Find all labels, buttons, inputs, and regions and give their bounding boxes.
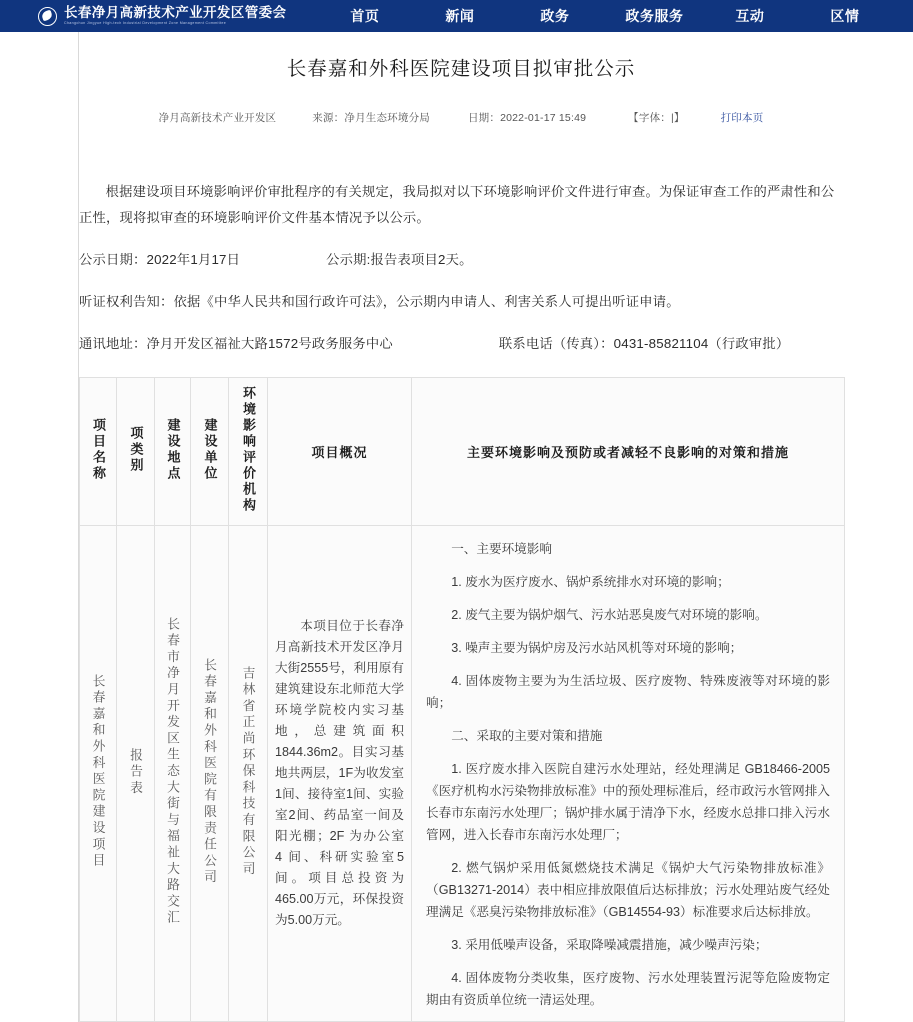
site-header xyxy=(0,0,913,32)
cell-unit-text: 长春嘉和外科医院有限责任公司 xyxy=(202,657,217,887)
measures-action-3: 3. 采用低噪声设备，采取降噪减震措施，减少噪声污染； xyxy=(451,938,768,952)
col-header-category-text: 项类别 xyxy=(128,426,144,474)
col-header-measures: 主要环境影响及预防或者减轻不良影响的对策和措施 xyxy=(412,378,845,526)
nav-item-district-profile[interactable]: 区情 xyxy=(830,8,860,24)
col-header-category xyxy=(117,378,155,526)
cell-category xyxy=(117,526,155,1022)
measures-section-2-title: 二、采取的主要对策和措施 xyxy=(451,729,603,743)
hearing-rights-notice: 听证权利告知：依据《中华人民共和国行政许可法》，公示期内申请人、利害关系人可提出听证申请。 xyxy=(79,294,680,309)
nav-item-government[interactable]: 政务 xyxy=(540,8,570,24)
contact-line xyxy=(79,331,843,357)
cell-location xyxy=(155,526,191,1022)
col-header-location-text: 建设地点 xyxy=(165,418,181,482)
measures-impact-4: 4. 固体废物主要为为生活垃圾、医疗废物、特殊废液等对环境的影响； xyxy=(426,674,830,710)
content-wrapper xyxy=(0,32,913,1022)
cell-project-name-text: 长春嘉和外科医院建设项目 xyxy=(90,674,106,870)
logo-mark-icon xyxy=(38,7,57,26)
table-header-row xyxy=(80,378,845,526)
measures-section-1-title: 一、主要环境影响 xyxy=(451,542,552,556)
contact-phone: 联系电话（传真）：0431-85821104（行政审批） xyxy=(498,336,790,351)
measures-action-4: 4. 固体废物分类收集，医疗废物、污水处理装置污泥等危险废物定期由有资质单位统一清运处理。 xyxy=(426,971,830,1007)
col-header-unit-text: 建设单位 xyxy=(202,418,218,482)
meta-source: 来源：净月生态环境分局 xyxy=(312,112,430,124)
col-header-project-name-text: 项目名称 xyxy=(91,418,106,482)
hearing-rights-line xyxy=(79,289,843,315)
col-header-unit xyxy=(191,378,229,526)
site-logo[interactable] xyxy=(38,6,286,26)
measures-impact-2: 2. 废气主要为锅炉烟气、污水站恶臭废气对环境的影响。 xyxy=(451,608,768,622)
intro-paragraph: 根据建设项目环境影响评价审批程序的有关规定，我局拟对以下环境影响评价文件进行审查。为保证审查工作的严肃性和公正性，现将拟审查的环境影响评价文件基本情况予以公示。 xyxy=(79,184,835,225)
cell-unit xyxy=(191,526,229,1022)
nav-item-home[interactable]: 首页 xyxy=(350,8,380,24)
publish-date-line xyxy=(79,247,843,273)
cell-agency-text: 吉林省正尚环保科技有限公司 xyxy=(240,666,256,878)
nav-item-interaction[interactable]: 互动 xyxy=(735,8,765,24)
meta-site: 净月高新技术产业开发区 xyxy=(158,112,277,124)
measures-action-1: 1. 医疗废水排入医院自建污水处理站，经处理满足 GB18466-2005《医疗机构水污染物排放标准》中的预处理标准后，经市政污水管网排入长春市东南污水处理厂；锅炉排水属于清净下水，经废水总排口排入污水管网，进入长春市东南污水处理厂； xyxy=(426,762,830,842)
brand-name-cn: 长春净月高新技术产业开发区管委会 xyxy=(64,5,287,20)
publish-date: 公示日期：2022年1月17日 xyxy=(79,252,241,267)
meta-date: 日期：2022-01-17 15:49 xyxy=(467,112,587,124)
brand-text xyxy=(64,6,286,26)
font-size-switcher[interactable]: 【字体：|】 xyxy=(628,112,685,124)
nav-item-government-services[interactable]: 政务服务 xyxy=(625,8,684,24)
publish-period: 公示期:报告表项目2天。 xyxy=(326,252,473,267)
public-notice-table xyxy=(79,377,845,1022)
cell-agency xyxy=(229,526,268,1022)
main-nav xyxy=(348,2,861,30)
cell-overview xyxy=(268,526,412,1022)
cell-project-name xyxy=(80,526,117,1022)
page-title: 长春嘉和外科医院建设项目拟审批公示 xyxy=(286,58,636,80)
measures-impact-3: 3. 噪声主要为锅炉房及污水站风机等对环境的影响； xyxy=(451,641,743,655)
article-meta xyxy=(79,110,843,125)
col-header-agency-text: 环境影响评价机构 xyxy=(241,386,256,514)
table-row xyxy=(80,526,845,1022)
cell-overview-text: 本项目位于长春净月高新技术开发区净月大街2555号，利用原有建筑建设东北师范大学环境学院校内实习基地，总建筑面积 1844.36m2。目实习基地共两层，1F为收发室1间、接待室1间、实验室2间、药品室一间及阳光棚；2F 为办公室 4 间、科研实验室5间。项目总投资为465.00万元，环保投资为5.00万元。 xyxy=(275,619,404,927)
measures-action-2: 2. 燃气锅炉采用低氮燃烧技术满足《锅炉大气污染物排放标准》（GB13271-2014）表中相应排放限值后达标排放；污水处理站废气经处理满足《恶臭污染物排放标准》（GB14554-93）标准要求后达标排放。 xyxy=(426,861,830,919)
contact-address: 通讯地址：净月开发区福祉大路1572号政务服务中心 xyxy=(79,336,393,351)
col-header-location xyxy=(155,378,191,526)
cell-category-text: 报告表 xyxy=(128,747,143,797)
article-body xyxy=(79,179,843,1022)
col-header-overview: 项目概况 xyxy=(268,378,412,526)
brand-name-en: Changchun Jingyue High-tech Industrial Development Zone Management Committee xyxy=(64,20,227,26)
cell-location-text: 长春市净月开发区生态大街与福祉大路交汇 xyxy=(165,617,180,927)
print-page-link[interactable]: 打印本页 xyxy=(720,112,764,124)
cell-measures xyxy=(412,526,845,1022)
measures-impact-1: 1. 废水为医疗废水、锅炉系统排水对环境的影响； xyxy=(451,575,730,589)
nav-item-news[interactable]: 新闻 xyxy=(445,8,475,24)
col-header-agency xyxy=(229,378,268,526)
col-header-project-name xyxy=(80,378,117,526)
